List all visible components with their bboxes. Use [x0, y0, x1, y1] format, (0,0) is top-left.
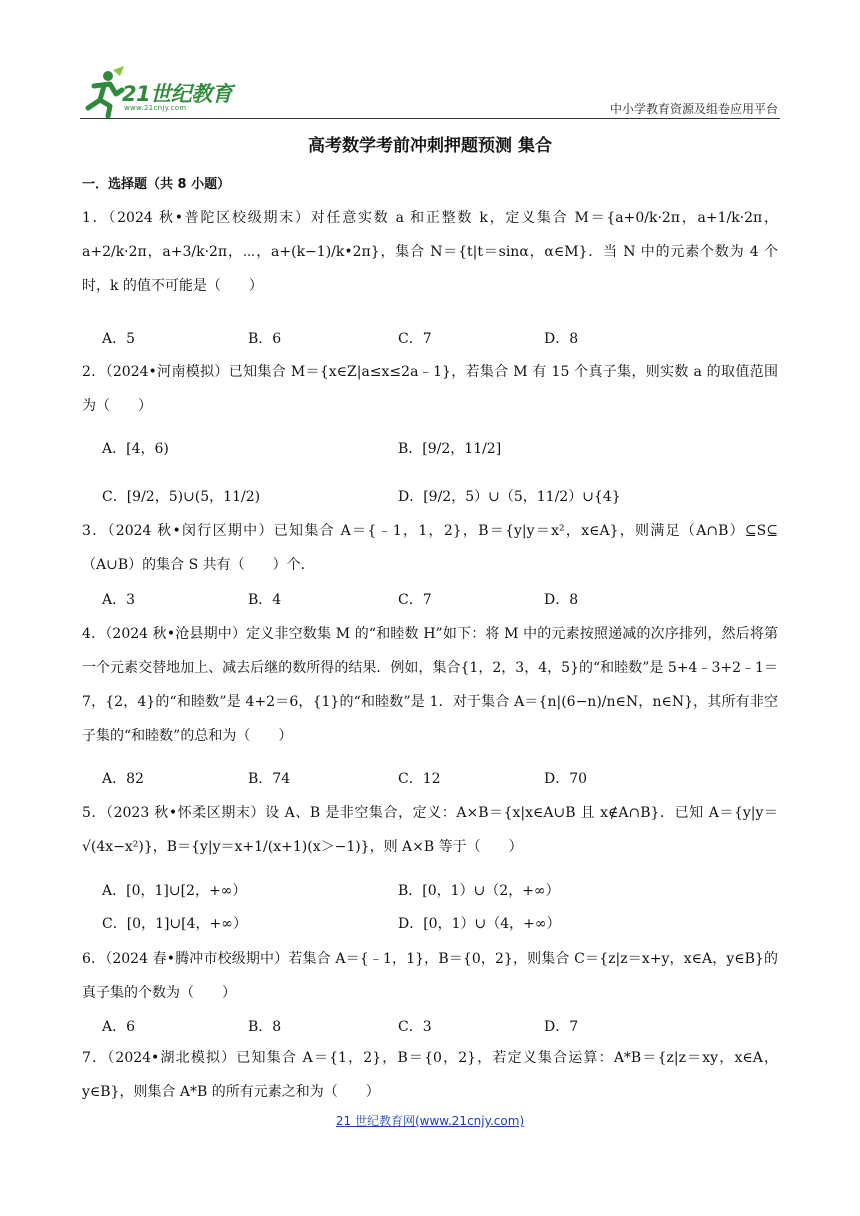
option-a: A．6 — [102, 1019, 136, 1035]
runner-logo-icon — [80, 64, 126, 118]
option-b: B．4 — [248, 592, 282, 608]
logo — [80, 64, 260, 118]
option-a: A．[4，6) — [102, 441, 169, 457]
option-d: D．8 — [544, 331, 579, 347]
option-a: A．3 — [102, 592, 136, 608]
question-6: 6．（2024 春•腾冲市校级期中）若集合 A＝{﹣1，1}，B＝{0，2}，则集合 C＝{z|z＝x+y，x∈A，y∈B}的真子集的个数为（ ） — [82, 951, 778, 1001]
page-header — [80, 64, 780, 118]
option-c: C．7 — [398, 331, 432, 347]
footer-link[interactable]: 21 世纪教育网(www.21cnjy.com) — [335, 1114, 525, 1128]
option-d: D．70 — [544, 771, 588, 787]
logo-url: www.21cnjy.com — [124, 104, 187, 112]
section-heading: 一．选择题（共 8 小题） — [82, 177, 231, 192]
question-6-options — [102, 1010, 778, 1040]
option-a: A．[0，1]∪[2，+∞） — [102, 883, 247, 899]
question-2-options-row2 — [102, 480, 778, 510]
option-d: D．[0，1）∪（4，+∞） — [398, 916, 561, 932]
question-3: 3．（2024 秋•闵行区期中）已知集合 A＝{﹣1，1，2}，B＝{y|y＝x²，x∈A}，则满足（A∩B）⊆S⊆（A∪B）的集合 S 共有（ ）个． — [82, 523, 778, 573]
option-b: B．8 — [248, 1019, 282, 1035]
question-2: 2．（2024•河南模拟）已知集合 M＝{x∈Z|a≤x≤2a﹣1}，若集合 M 有 15 个真子集，则实数 a 的取值范围为（ ） — [82, 364, 778, 414]
option-d: D．[9/2，5）∪（5，11/2）∪{4} — [398, 489, 621, 505]
header-divider — [80, 118, 780, 119]
option-a: A．82 — [102, 771, 144, 787]
option-b: B．[9/2，11/2] — [398, 441, 502, 457]
option-c: C．[9/2，5)∪(5，11/2) — [102, 489, 261, 505]
question-2-options-row1 — [102, 432, 778, 462]
platform-name: 中小学教育资源及组卷应用平台 — [609, 102, 778, 116]
option-d: D．7 — [544, 1019, 579, 1035]
question-3-options — [102, 583, 778, 613]
question-1-options — [102, 322, 778, 352]
question-7: 7．（2024•湖北模拟）已知集合 A＝{1，2}，B＝{0，2}，若定义集合运算：A*B＝{z|z＝xy，x∈A，y∈B}，则集合 A*B 的所有元素之和为（ ） — [82, 1050, 778, 1100]
question-5: 5．（2023 秋•怀柔区期末）设 A、B 是非空集合，定义：A×B＝{x|x∈A∪B 且 x∉A∩B}．已知 A＝{y|y＝√(4x−x²)}，B＝{y|y＝x+1/(x+1)(x＞−1)}，则 A×B 等于（ ） — [82, 805, 778, 855]
option-d: D．8 — [544, 592, 579, 608]
option-c: C．3 — [398, 1019, 432, 1035]
option-a: A．5 — [102, 331, 136, 347]
option-c: C．7 — [398, 592, 432, 608]
page-title: 高考数学考前冲刺押题预测 集合 — [308, 136, 552, 156]
question-5-options-row2 — [102, 907, 778, 937]
logo-text: 21世纪教育 — [122, 82, 233, 106]
option-b: B．[0，1）∪（2，+∞） — [398, 883, 560, 899]
option-c: C．12 — [398, 771, 441, 787]
option-b: B．74 — [248, 771, 291, 787]
question-5-options-row1 — [102, 874, 778, 904]
question-1: 1．（2024 秋•普陀区校级期末）对任意实数 a 和正整数 k，定义集合 M＝{a+0/k·2π，a+1/k·2π，a+2/k·2π，a+3/k·2π，⋯，a+(k−1)/k•2π}，集合 N＝{t|t＝sinα，α∈M}．当 N 中的元素个数为 4 个时，k 的值不可能是（ ） — [82, 210, 778, 294]
option-b: B．6 — [248, 331, 282, 347]
option-c: C．[0，1]∪[4，+∞） — [102, 916, 247, 932]
question-4: 4．（2024 秋•沧县期中）定义非空数集 M 的“和睦数 H”如下：将 M 中的元素按照递减的次序排列，然后将第一个元素交替地加上、减去后继的数所得的结果．例如，集合{1，2，3，4，5}的“和睦数”是 5+4﹣3+2﹣1＝7，{2，4}的“和睦数”是 4+2＝6，{1}的“和睦数”是 1．对于集合 A＝{n|(6−n)/n∈N，n∈N}，其所有非空子集的“和睦数”的总和为（ ） — [82, 626, 778, 744]
question-4-options — [102, 762, 778, 792]
